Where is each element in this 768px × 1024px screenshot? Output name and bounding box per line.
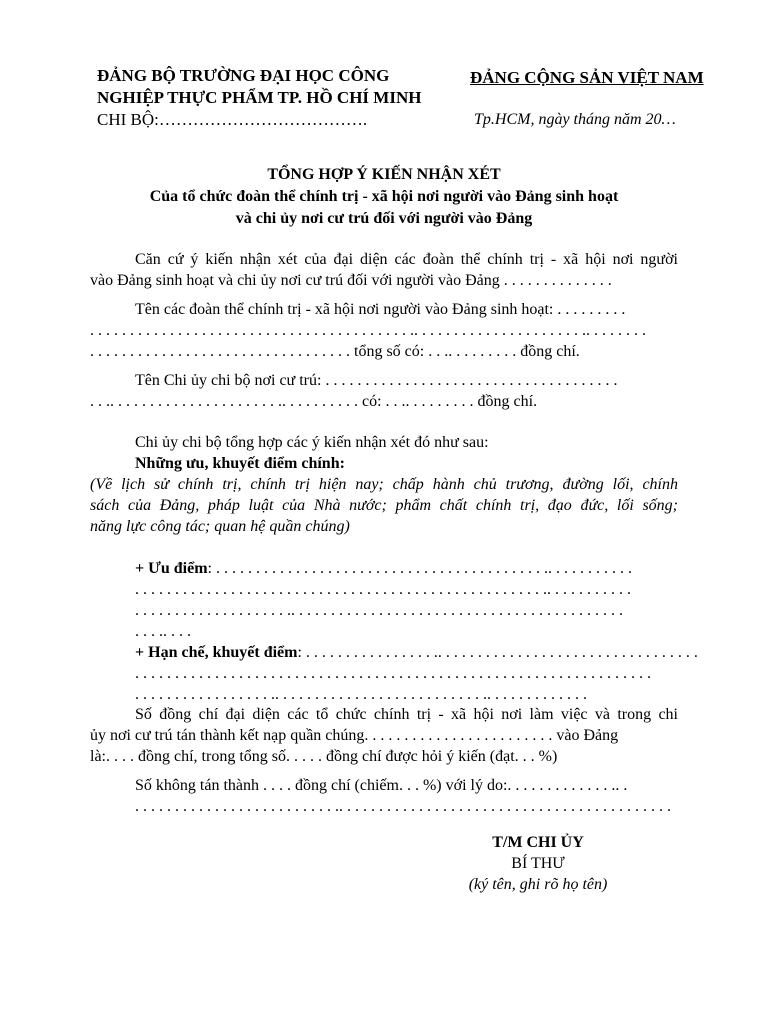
org-name-line1: ĐẢNG BỘ TRƯỜNG ĐẠI HỌC CÔNG [97,66,390,85]
note-line3: năng lực công tác; quan hệ quần chúng) [90,518,350,535]
p4-line: Chi ủy chi bộ tổng hợp các ý kiến nhận xét đó như sau: [135,434,489,451]
org-name-line2: NGHIỆP THỰC PHẨM TP. HỒ CHÍ MINH [97,88,422,107]
party-name: ĐẢNG CỘNG SẢN VIỆT NAM [470,68,704,87]
note-line2: sách của Đảng, pháp luật của Nhà nước; phẩm chất chính trị, đạo đức, lối sống; [90,497,678,514]
date-line: Tp.HCM, ngày tháng năm 20… [474,111,676,128]
p2-line1: Tên các đoàn thể chính trị - xã hội nơi người vào Đảng sinh hoạt: . . . . . . . . . [135,301,626,318]
p3-line1: Tên Chi ủy chi bộ nơi cư trú: . . . . . . . . . . . . . . . . . . . . . . . . . . . . . . . . . . . . . [135,372,618,389]
weaknesses-line2: . . . . . . . . . . . . . . . . . . . . . . . . . . . . . . . . . . . . . . . . . . . . . . . . . . . . . . . . . . . . . . . . . [135,665,651,682]
p1-line1: Căn cứ ý kiến nhận xét của đại diện các đoàn thể chính trị - xã hội nơi người [135,251,678,268]
p6-line2: . . . . . . . . . . . . . . . . . . . . . . . . . .. . . . . . . . . . . . . . . . . . . . . . . . . . . . . . . . . . . . . . . . . . [135,798,671,815]
p5-line2: ủy nơi cư trú tán thành kết nạp quần chúng. . . . . . . . . . . . . . . . . . . . . . . . vào Đảng [90,727,619,744]
note-line1: (Về lịch sử chính trị, chính trị hiện nay; chấp hành chủ trương, đường lối, chính [90,476,678,493]
weaknesses-label: + Hạn chế, khuyết điểm [135,644,298,661]
strengths-line1 [135,560,632,578]
p5-line1: Số đồng chí đại diện các tổ chức chính trị - xã hội nơi làm việc và trong chi [135,706,678,723]
doc-subtitle-line1: Của tổ chức đoàn thể chính trị - xã hội nơi người vào Đảng sinh hoạt [149,188,619,205]
p5-line3: là:. . . . đồng chí, trong tổng số. . . . . đồng chí được hỏi ý kiến (đạt. . . %) [90,748,558,765]
weaknesses-dots-1: : . . . . . . . . . . . . . . . . .. . . . . . . . . . . . . . . . . . . . . . . . . . . . . . . . . [297,644,698,661]
p2-line3: . . . . . . . . . . . . . . . . . . . . . . . . . . . . . . . . . tổng số có: . . .. . . . . . . . . đồng chí. [90,343,580,360]
p2-line2: . . . . . . . . . . . . . . . . . . . . . . . . . . . . . . . . . . . . . . . . .. . . . . . . . . . . . . . . . . . . . . .. . . . . . . . [90,322,646,339]
weaknesses-line1 [135,644,698,662]
p3-line2: . . .. . . . . . . . . . . . . . . . . . . . . .. . . . . . . . . . có: . . .. . . . . . . . . đồng chí. [90,393,538,410]
strengths-line2: . . . . . . . . . . . . . . . . . . . . . . . . . . . . . . . . . . . . . . . . . . . . . . . . . . . .. . . . . . . . . . . [135,581,631,598]
signature-title: T/M CHI ỦY [492,834,584,851]
signature-role: BÍ THƯ [511,855,565,872]
strengths-line4: . . . .. . . . [135,623,191,640]
p6-line1: Số không tán thành . . . . đồng chí (chiếm. . . %) với lý do:. . . . . . . . . . . . . .. . [135,777,628,794]
signature-note: (ký tên, ghi rõ họ tên) [468,876,608,893]
doc-subtitle-line2: và chi ủy nơi cư trú đối với người vào Đảng [235,210,533,227]
section-heading: Những ưu, khuyết điểm chính: [135,455,345,472]
weaknesses-line3: . . . . . . . . . . . . . . . . . .. . . . . . . . . . . . . . . . . . . . . . . . . . .. . . . . . . . . . . . . [135,686,587,703]
strengths-line3: . . . . . . . . . . . . . . . . . . . .. . . . . . . . . . . . . . . . . . . . . . . . . . . . . . . . . . . . . . . . . . [135,602,623,619]
branch-line: CHI BỘ:………………………………. [97,110,368,129]
strengths-dots-1: : . . . . . . . . . . . . . . . . . . . . . . . . . . . . . . . . . . . . . . . . . .. . . . . . . . . . . [207,560,632,577]
doc-title: TỔNG HỢP Ý KIẾN NHẬN XÉT [267,166,501,183]
p1-line2: vào Đảng sinh hoạt và chi ủy nơi cư trú đối với người vào Đảng . . . . . . . . . . . . . . [90,272,612,289]
strengths-label: + Ưu điểm [135,560,208,577]
